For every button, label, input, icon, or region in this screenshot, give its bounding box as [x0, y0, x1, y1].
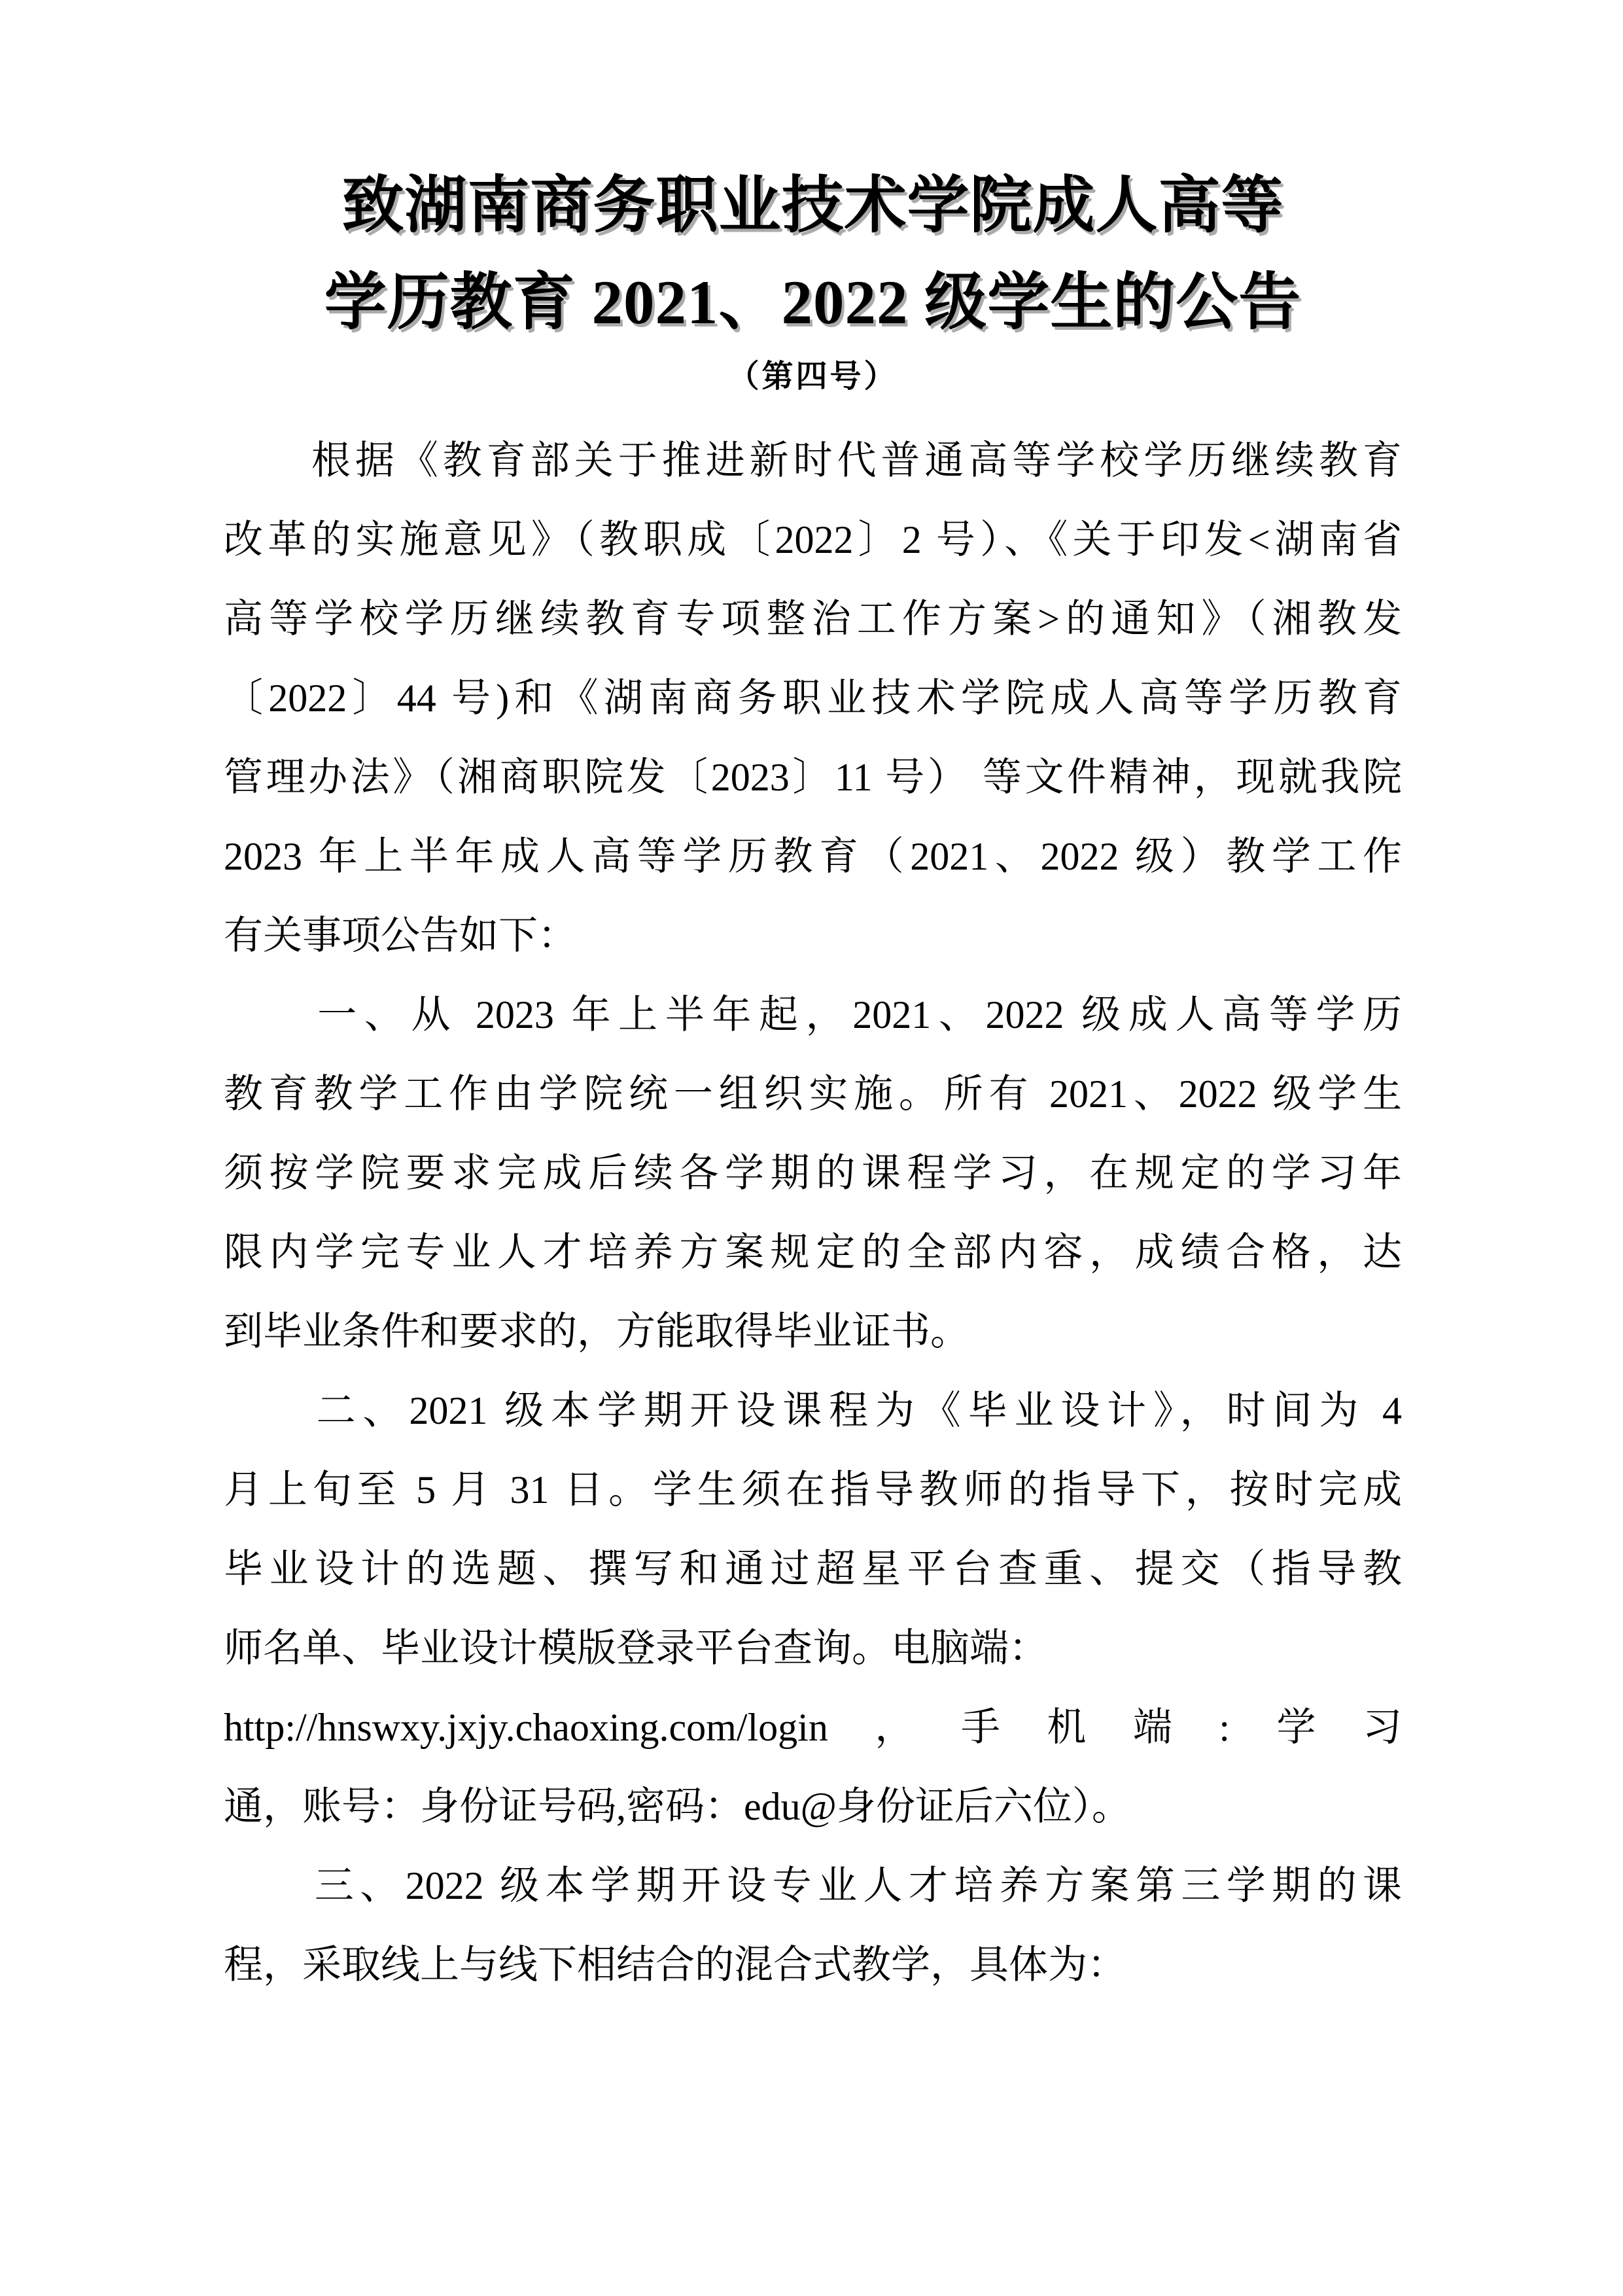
paragraph-2-line-1: 一、从 2023 年上半年起，2021、2022 级成人高等学历	[224, 993, 1402, 1036]
paragraph-1-line-6: 2023 年上半年成人高等学历教育（2021、2022 级）教学工作	[224, 835, 1402, 878]
document-body	[224, 421, 1402, 2005]
paragraph-3-line-3: 毕业设计的选题、撰写和通过超星平台查重、提交（指导教	[224, 1547, 1402, 1591]
document-title	[224, 157, 1402, 351]
paragraph-2-line-5: 到毕业条件和要求的，方能取得毕业证书。	[224, 1310, 969, 1353]
paragraph-4-line-2: 程，采取线上与线下相结合的混合式教学，具体为：	[224, 1943, 1126, 1987]
paragraph-3-line-6: 通，账号：身份证号码,密码：edu@身份证后六位）。	[224, 1785, 1131, 1828]
paragraph-1-line-1: 根据《教育部关于推进新时代普通高等学校学历继续教育	[224, 439, 1402, 482]
title-line-1: 致湖南商务职业技术学院成人高等	[341, 171, 1284, 240]
paragraph-1-line-3: 高等学校学历继续教育专项整治工作方案>的通知》（湘教发	[224, 597, 1402, 641]
document-subtitle: （第四号）	[727, 359, 898, 394]
paragraph-3-line-4: 师名单、毕业设计模版登录平台查询。电脑端：	[224, 1627, 1048, 1670]
paragraph-4-line-1: 三、2022 级本学期开设专业人才培养方案第三学期的课	[224, 1864, 1402, 1907]
paragraph-3-line-2: 月上旬至 5 月 31 日。学生须在指导教师的指导下，按时完成	[224, 1468, 1402, 1511]
paragraph-3-line-1: 二、2021 级本学期开设课程为《毕业设计》，时间为 4	[224, 1389, 1402, 1432]
paragraph-1-line-5: 管理办法》（湘商职院发〔2023〕11 号） 等文件精神，现就我院	[224, 756, 1402, 799]
paragraph-2-line-2: 教育教学工作由学院统一组织实施。所有 2021、2022 级学生	[224, 1072, 1402, 1116]
paragraph-1-line-4: 〔2022〕44 号)和《湖南商务职业技术学院成人高等学历教育	[224, 677, 1402, 720]
paragraph-2-line-3: 须按学院要求完成后续各学期的课程学习，在规定的学习年	[224, 1152, 1402, 1195]
paragraph-1-line-2: 改革的实施意见》（教职成〔2022〕2 号）、《关于印发<湖南省	[224, 518, 1402, 561]
paragraph-3-line-5: http://hnswxy.jxjy.chaoxing.com/login，手机端:学习	[224, 1706, 1402, 1749]
title-line-2: 学历教育 2021、2022 级学生的公告	[324, 268, 1302, 337]
paragraph-1-line-7: 有关事项公告如下：	[224, 914, 577, 957]
paragraph-2-line-4: 限内学完专业人才培养方案规定的全部内容，成绩合格，达	[224, 1231, 1402, 1274]
